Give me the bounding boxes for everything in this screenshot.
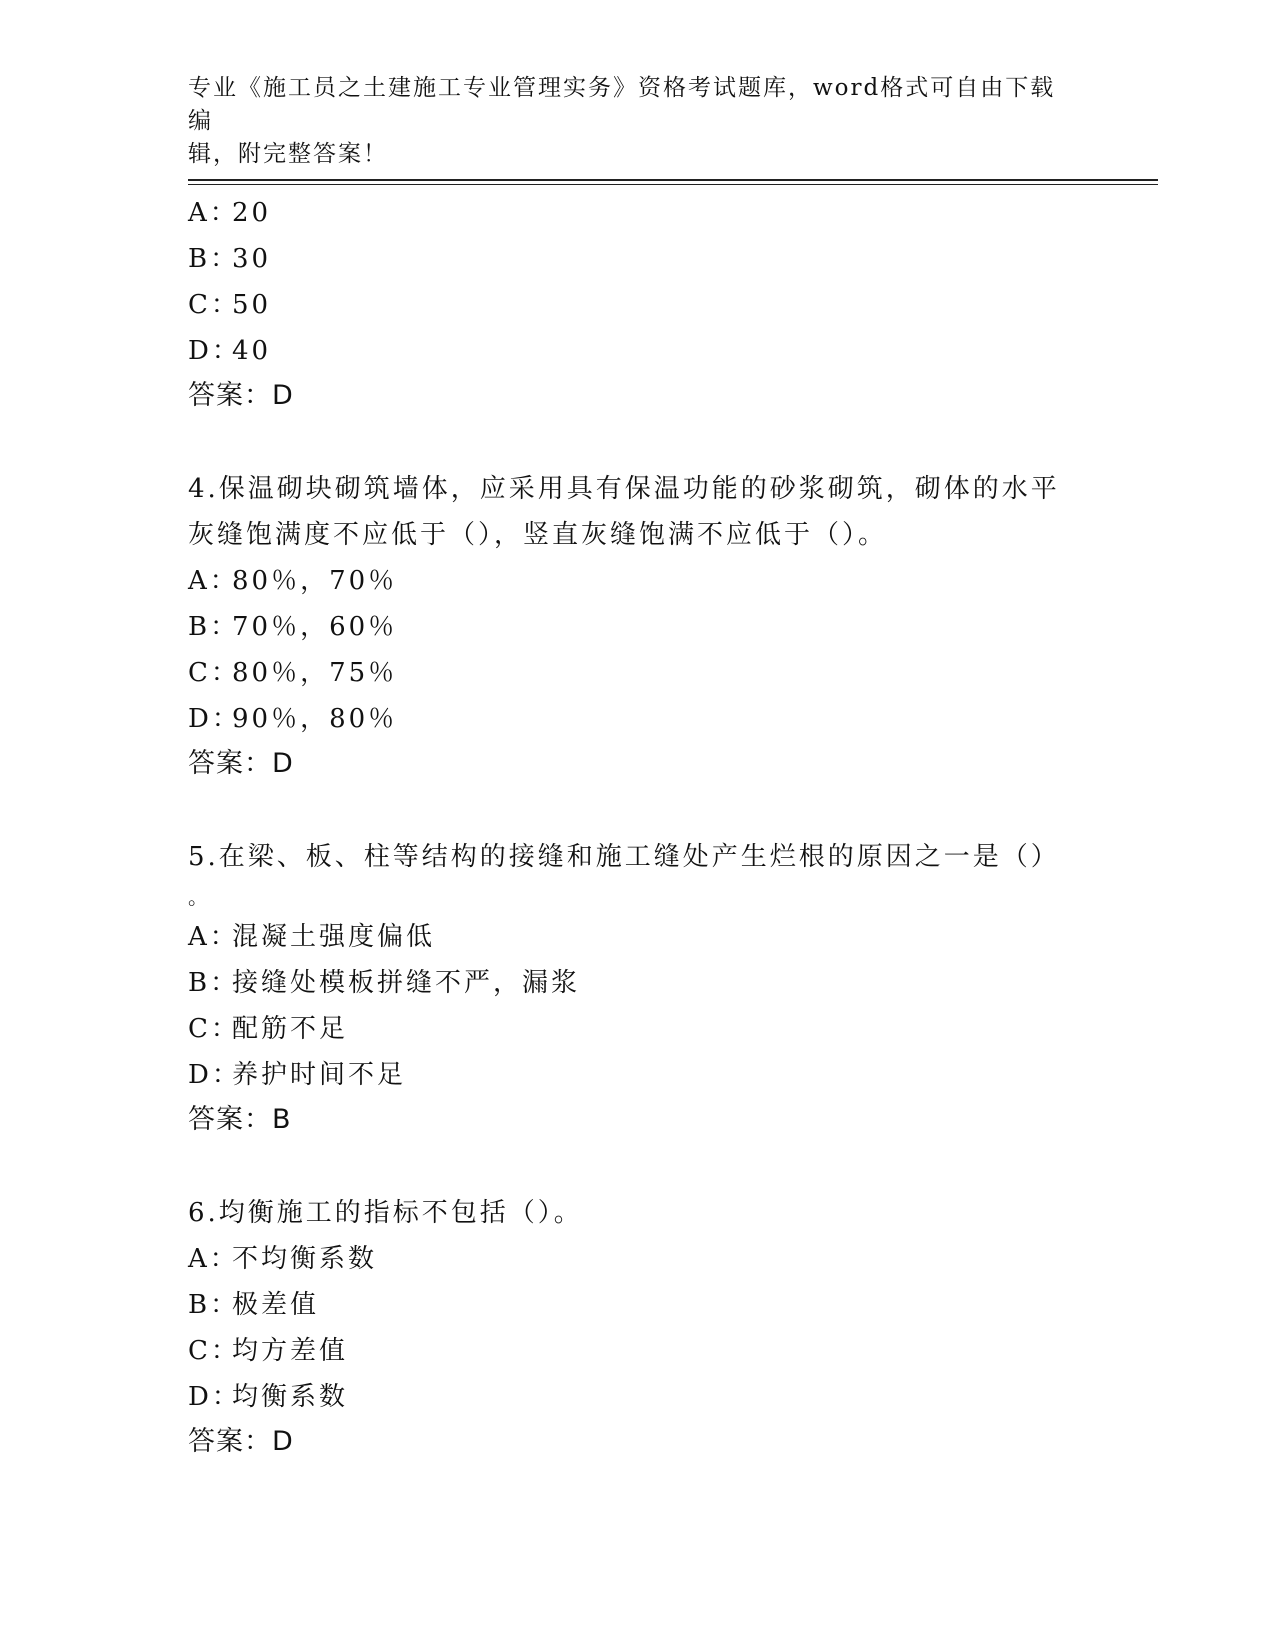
option-a	[188, 914, 1088, 960]
option-text: 极差值	[232, 1290, 320, 1320]
option-a	[188, 190, 1088, 236]
question-3	[188, 190, 1088, 418]
option-c	[188, 650, 1088, 696]
option-b	[188, 960, 1088, 1006]
option-b	[188, 236, 1088, 282]
option-text: 接缝处模板拼缝不严，漏浆	[232, 968, 581, 998]
question-stem	[188, 1190, 1068, 1236]
option-key: B：	[188, 968, 240, 998]
option-a	[188, 1236, 1088, 1282]
option-text: 70％，60％	[232, 612, 398, 642]
option-text: 40	[232, 336, 272, 366]
option-text: 不均衡系数	[232, 1244, 378, 1274]
option-key: A：	[188, 1244, 239, 1274]
header-line-2: 辑，附完整答案！	[188, 141, 388, 167]
question-5	[188, 834, 1088, 1142]
option-text: 50	[232, 290, 272, 320]
document-header	[188, 72, 1078, 171]
option-b	[188, 1282, 1088, 1328]
option-key: D：	[188, 336, 241, 366]
answer-line: 答案：D	[188, 380, 294, 411]
option-c	[188, 1006, 1088, 1052]
option-key: A：	[188, 922, 239, 952]
option-text: 30	[232, 244, 272, 274]
question-4	[188, 466, 1088, 786]
stem-line-2: 。	[188, 885, 211, 909]
option-d	[188, 1374, 1088, 1420]
option-text: 20	[232, 198, 272, 228]
answer-line: 答案：D	[188, 748, 294, 779]
option-text: 混凝土强度偏低	[232, 922, 436, 952]
option-key: D：	[188, 704, 241, 734]
question-6	[188, 1190, 1088, 1464]
option-text: 均方差值	[232, 1336, 349, 1366]
header-divider-thick	[188, 179, 1158, 181]
option-text: 配筋不足	[232, 1014, 349, 1044]
option-key: C：	[188, 1336, 240, 1366]
option-text: 80％，70％	[232, 566, 398, 596]
question-stem	[188, 834, 1068, 914]
option-c	[188, 282, 1088, 328]
header-line-1: 专业《施工员之土建施工专业管理实务》资格考试题库，word格式可自由下载编	[188, 75, 1056, 134]
option-key: A：	[188, 198, 239, 228]
option-d	[188, 696, 1088, 742]
answer-line: 答案：D	[188, 1426, 294, 1457]
stem-line-2: 灰缝饱满度不应低于（），竖直灰缝饱满不应低于（）。	[188, 520, 888, 550]
header-divider-thin	[188, 184, 1158, 185]
option-b	[188, 604, 1088, 650]
answer-line: 答案：B	[188, 1104, 292, 1135]
option-key: B：	[188, 612, 240, 642]
option-key: D：	[188, 1382, 241, 1412]
option-a	[188, 558, 1088, 604]
stem-line-1: 4.保温砌块砌筑墙体，应采用具有保温功能的砂浆砌筑，砌体的水平	[188, 474, 1060, 504]
question-stem	[188, 466, 1068, 558]
option-c	[188, 1328, 1088, 1374]
stem-line-1: 5.在梁、板、柱等结构的接缝和施工缝处产生烂根的原因之一是（）	[188, 842, 1060, 872]
option-key: C：	[188, 658, 240, 688]
option-key: C：	[188, 290, 240, 320]
option-text: 90％，80％	[232, 704, 398, 734]
option-key: D：	[188, 1060, 241, 1090]
option-key: B：	[188, 244, 240, 274]
option-d	[188, 328, 1088, 374]
stem-line-1: 6.均衡施工的指标不包括（）。	[188, 1198, 583, 1228]
option-text: 养护时间不足	[232, 1060, 407, 1090]
option-text: 80％，75％	[232, 658, 398, 688]
option-text: 均衡系数	[232, 1382, 349, 1412]
option-key: B：	[188, 1290, 240, 1320]
option-key: C：	[188, 1014, 240, 1044]
option-key: A：	[188, 566, 239, 596]
question-list	[188, 190, 1088, 1464]
option-d	[188, 1052, 1088, 1098]
